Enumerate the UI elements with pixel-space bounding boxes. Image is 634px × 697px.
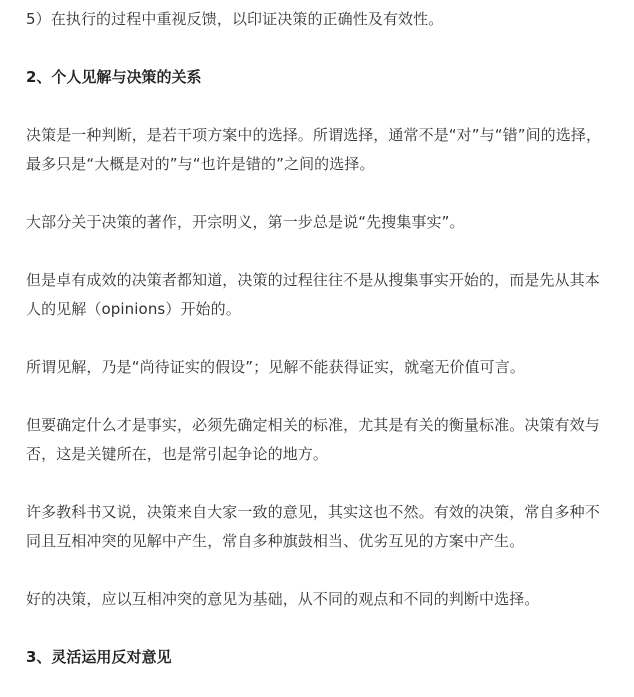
paragraph: 但是卓有成效的决策者都知道，决策的过程往往不是从搜集事实开始的，而是先从其本人的见解（opinions）开始的。 — [26, 271, 600, 318]
article-body — [26, 0, 612, 672]
paragraph: 但要确定什么才是事实，必须先确定相关的标准，尤其是有关的衡量标准。决策有效与否，这是关键所在，也是常引起争论的地方。 — [26, 416, 600, 463]
paragraph: 大部分关于决策的著作，开宗明义，第一步总是说“先搜集事实”。 — [26, 213, 465, 231]
paragraph: 好的决策，应以互相冲突的意见为基础，从不同的观点和不同的判断中选择。 — [26, 590, 540, 608]
paragraph: 许多教科书又说，决策来自大家一致的意见，其实这也不然。有效的决策，常自多种不同且互相冲突的见解中产生，常自多种旗鼓相当、优劣互见的方案中产生。 — [26, 503, 600, 550]
list-item-5: 5）在执行的过程中重视反馈，以印证决策的正确性及有效性。 — [26, 10, 444, 28]
section-heading-2: 2、个人见解与决策的关系 — [26, 68, 202, 86]
paragraph: 所谓见解，乃是“尚待证实的假设”；见解不能获得证实，就毫无价值可言。 — [26, 358, 525, 376]
paragraph: 决策是一种判断，是若干项方案中的选择。所谓选择，通常不是“对”与“错”间的选择，最多只是“大概是对的”与“也许是错的”之间的选择。 — [26, 126, 602, 173]
section-heading-3: 3、灵活运用反对意见 — [26, 648, 172, 666]
